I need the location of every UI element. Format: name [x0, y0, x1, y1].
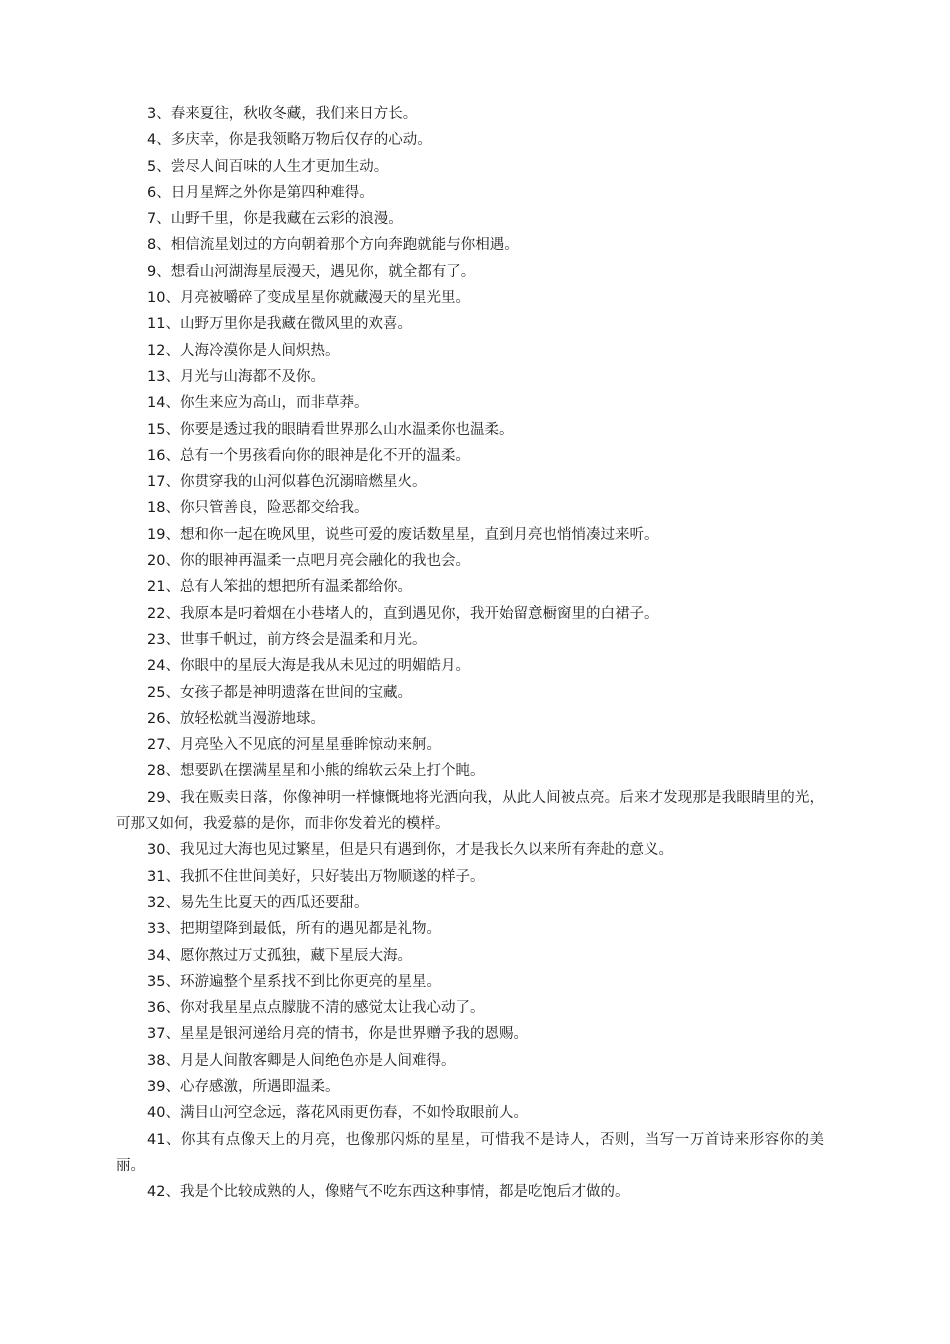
- list-item: 6、日月星辉之外你是第四种难得。: [147, 184, 374, 201]
- list-item: 37、星星是银河递给月亮的情书，你是世界赠予我的恩赐。: [147, 1026, 528, 1043]
- list-item: 9、想看山河湖海星辰漫天，遇见你，就全都有了。: [147, 263, 476, 280]
- list-item: 8、相信流星划过的方向朝着那个方向奔跑就能与你相遇。: [147, 237, 519, 254]
- list-item: 5、尝尽人间百味的人生才更加生动。: [147, 158, 389, 175]
- list-item: 32、易先生比夏天的西瓜还要甜。: [147, 894, 369, 911]
- list-item: 24、你眼中的星辰大海是我从未见过的明媚皓月。: [147, 658, 470, 675]
- list-item: 40、满目山河空念远，落花风雨更伤春，不如怜取眼前人。: [147, 1105, 528, 1122]
- list-item: 38、月是人间散客卿是人间绝色亦是人间难得。: [147, 1052, 456, 1069]
- list-item: 35、环游遍整个星系找不到比你更亮的星星。: [147, 973, 441, 990]
- list-item: 36、你对我星星点点朦胧不清的感觉太让我心动了。: [147, 1000, 485, 1017]
- list-item: 33、把期望降到最低，所有的遇见都是礼物。: [147, 921, 441, 938]
- list-item: 16、总有一个男孩看向你的眼神是化不开的温柔。: [147, 447, 470, 464]
- list-item: 34、愿你熬过万丈孤独，藏下星辰大海。: [147, 947, 412, 964]
- list-item: 18、你只管善良，险恶都交给我。: [147, 500, 369, 517]
- list-item: 7、山野千里，你是我藏在云彩的浪漫。: [147, 211, 403, 228]
- list-item: 26、放轻松就当漫游地球。: [147, 710, 325, 727]
- list-item: 17、你贯穿我的山河似暮色沉溺暗燃星火。: [147, 474, 427, 491]
- list-item: 3、春来夏往，秋收冬藏，我们来日方长。: [147, 106, 418, 122]
- list-item: 28、想要趴在摆满星星和小熊的绵软云朵上打个盹。: [147, 763, 485, 780]
- list-item: 14、你生来应为高山，而非草莽。: [147, 395, 369, 412]
- list-item: 13、月光与山海都不及你。: [147, 368, 325, 385]
- list-item: 23、世事千帆过，前方终会是温柔和月光。: [147, 631, 427, 648]
- list-item: 22、我原本是叼着烟在小巷堵人的，直到遇见你，我开始留意橱窗里的白裙子。: [147, 605, 659, 622]
- document-body: [116, 101, 824, 1205]
- list-item: 39、心存感激，所遇即温柔。: [147, 1078, 340, 1095]
- list-item: 25、女孩子都是神明遗落在世间的宝藏。: [147, 684, 412, 701]
- list-item: 31、我抓不住世间美好，只好装出万物顺遂的样子。: [147, 868, 485, 885]
- list-item: 21、总有人笨拙的想把所有温柔都给你。: [147, 579, 412, 596]
- list-item: 10、月亮被嚼碎了变成星星你就藏漫天的星光里。: [147, 290, 470, 307]
- list-item: 4、多庆幸，你是我领略万物后仅存的心动。: [147, 132, 432, 149]
- list-item: 19、想和你一起在晚风里，说些可爱的废话数星星，直到月亮也悄悄凑过来听。: [147, 526, 659, 543]
- list-item: 29、我在贩卖日落，你像神明一样慷慨地将光洒向我，从此人间被点亮。后来才发现那是我眼睛里的光，可那又如何，我爱慕的是你，而非你发着光的模样。: [116, 789, 824, 833]
- list-item: 12、人海冷漠你是人间炽热。: [147, 342, 340, 359]
- list-item: 11、山野万里你是我藏在微风里的欢喜。: [147, 316, 412, 333]
- list-item: 15、你要是透过我的眼睛看世界那么山水温柔你也温柔。: [147, 421, 514, 438]
- list-item: 41、你其有点像天上的月亮，也像那闪烁的星星，可惜我不是诗人，否则，当写一万首诗来形容你的美丽。: [116, 1131, 824, 1174]
- list-item: 42、我是个比较成熟的人，像赌气不吃东西这种事情，都是吃饱后才做的。: [147, 1184, 630, 1201]
- list-item: 20、你的眼神再温柔一点吧月亮会融化的我也会。: [147, 553, 470, 570]
- list-item: 30、我见过大海也见过繁星，但是只有遇到你，才是我长久以来所有奔赴的意义。: [147, 842, 673, 859]
- list-item: 27、月亮坠入不见底的河星星垂眸惊动来舸。: [147, 737, 441, 754]
